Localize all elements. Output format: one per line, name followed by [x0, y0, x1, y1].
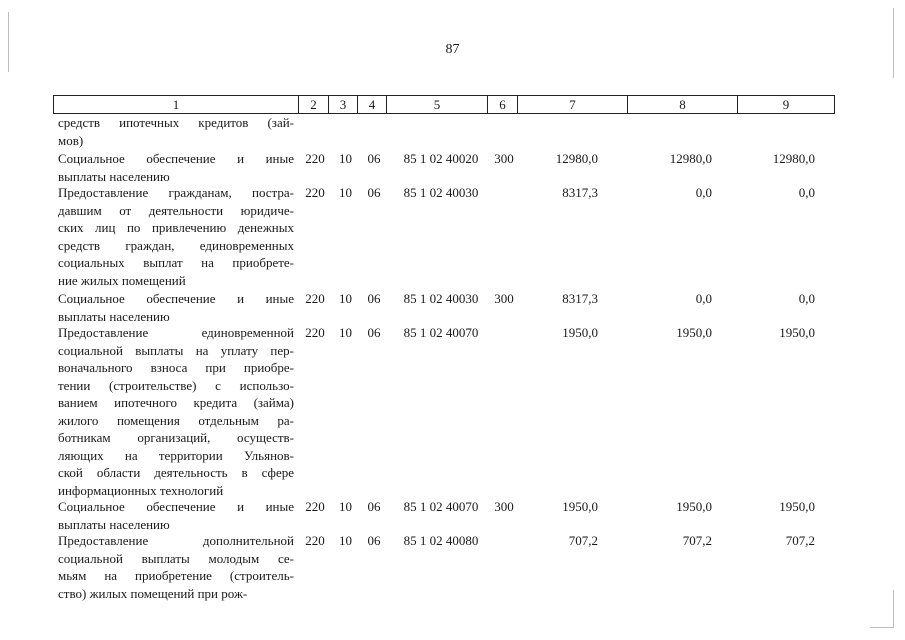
description-line: мов): [58, 132, 84, 148]
cell-amount-col9: 0,0: [798, 291, 815, 306]
row-description: [58, 290, 294, 325]
cell-section: 10: [339, 151, 352, 166]
cell-ministry-code: 220: [305, 185, 325, 200]
description-line: Предоставление гражданам, постра-: [58, 185, 294, 200]
description-line: жилого помещения отдельным ра-: [58, 412, 294, 428]
description-line: выплаты населению: [58, 308, 170, 324]
scan-edge-left: [8, 12, 9, 72]
column-header-7: 7: [518, 96, 628, 113]
page-number: 87: [445, 42, 460, 57]
description-line: информационных технологий: [58, 482, 224, 498]
description-line: ляющих на территории Ульянов-: [58, 447, 294, 463]
cell-amount-col8: 707,2: [682, 533, 712, 548]
cell-amount-col9: 1950,0: [779, 325, 815, 340]
cell-target-code: 85 1 02 40030: [403, 291, 479, 306]
description-line: ской области деятельность в сфере: [58, 465, 294, 480]
column-header-1: 1: [54, 96, 299, 113]
row-description: [58, 498, 294, 533]
description-line: социальной выплаты молодым се-: [58, 550, 294, 566]
cell-amount-col7: 8317,3: [562, 291, 598, 306]
cell-amount-col7: 12980,0: [555, 151, 598, 166]
description-line: воначального взноса при приобре-: [58, 360, 294, 375]
description-line: ботникам организаций, осуществ-: [58, 430, 294, 445]
description-line: давшим от деятельности юридиче-: [58, 202, 294, 218]
row-description: [58, 324, 294, 499]
cell-target-code: 85 1 02 40070: [403, 499, 479, 514]
scan-edge-bottom: [870, 627, 894, 628]
description-line: Социальное обеспечение и иные: [58, 151, 294, 166]
cell-subsection: 06: [367, 325, 381, 340]
cell-amount-col8: 12980,0: [669, 151, 712, 166]
row-description: [58, 184, 294, 289]
scan-edge-right-bottom: [893, 590, 894, 628]
cell-expense-type: 300: [494, 151, 514, 166]
scan-edge-right-top: [893, 8, 894, 78]
cell-expense-type: 300: [494, 291, 514, 306]
description-line: социальных выплат на приобрете-: [58, 255, 294, 270]
cell-amount-col8: 0,0: [695, 291, 712, 306]
description-line: Социальное обеспечение и иные: [58, 499, 294, 514]
row-description: [58, 532, 294, 602]
description-line: мьям на приобретение (строитель-: [58, 568, 294, 583]
description-line: Предоставление дополнительной: [58, 533, 294, 548]
column-header-8: 8: [628, 96, 738, 113]
cell-amount-col7: 707,2: [568, 533, 598, 548]
row-description: [58, 150, 294, 185]
cell-amount-col8: 1950,0: [676, 499, 712, 514]
cell-target-code: 85 1 02 40020: [403, 151, 479, 166]
description-line: ванием ипотечного кредита (займа): [58, 395, 294, 410]
description-line: выплаты населению: [58, 168, 170, 184]
cell-amount-col9: 707,2: [785, 533, 815, 548]
cell-target-code: 85 1 02 40030: [403, 185, 479, 200]
cell-ministry-code: 220: [305, 291, 325, 306]
cell-subsection: 06: [367, 151, 381, 166]
cell-subsection: 06: [367, 499, 381, 514]
description-line: ство) жилых помещений при рож-: [58, 585, 248, 601]
description-line: средств ипотечных кредитов (зай-: [58, 115, 294, 130]
cell-section: 10: [339, 533, 352, 548]
cell-ministry-code: 220: [305, 325, 325, 340]
cell-amount-col7: 8317,3: [562, 185, 598, 200]
cell-target-code: 85 1 02 40080: [403, 533, 479, 548]
cell-amount-col8: 1950,0: [676, 325, 712, 340]
table-header: [53, 95, 835, 114]
cell-section: 10: [339, 325, 352, 340]
cell-subsection: 06: [367, 291, 381, 306]
row-description: [58, 114, 294, 149]
description-line: ских лиц по привлечению денежных: [58, 220, 294, 235]
column-header-2: 2: [299, 96, 329, 113]
cell-amount-col7: 1950,0: [562, 499, 598, 514]
description-line: ние жилых помещений: [58, 272, 186, 288]
column-header-6: 6: [488, 96, 518, 113]
cell-section: 10: [339, 185, 352, 200]
cell-amount-col9: 0,0: [798, 185, 815, 200]
description-line: средств граждан, единовременных: [58, 237, 294, 253]
cell-subsection: 06: [367, 533, 381, 548]
cell-target-code: 85 1 02 40070: [403, 325, 479, 340]
cell-amount-col9: 12980,0: [772, 151, 815, 166]
cell-ministry-code: 220: [305, 533, 325, 548]
cell-ministry-code: 220: [305, 499, 325, 514]
cell-amount-col7: 1950,0: [562, 325, 598, 340]
column-header-4: 4: [358, 96, 387, 113]
cell-amount-col9: 1950,0: [779, 499, 815, 514]
cell-ministry-code: 220: [305, 151, 325, 166]
column-header-9: 9: [782, 96, 790, 112]
description-line: социальной выплаты на уплату пер-: [58, 342, 294, 358]
description-line: выплаты населению: [58, 516, 170, 532]
column-header-5: 5: [387, 96, 488, 113]
cell-section: 10: [339, 499, 352, 514]
cell-subsection: 06: [367, 185, 381, 200]
cell-amount-col8: 0,0: [695, 185, 712, 200]
cell-expense-type: 300: [494, 499, 514, 514]
description-line: тении (строительстве) с использо-: [58, 377, 294, 393]
description-line: Предоставление единовременной: [58, 325, 294, 340]
cell-section: 10: [339, 291, 352, 306]
description-line: Социальное обеспечение и иные: [58, 291, 294, 306]
column-header-3: 3: [329, 96, 358, 113]
